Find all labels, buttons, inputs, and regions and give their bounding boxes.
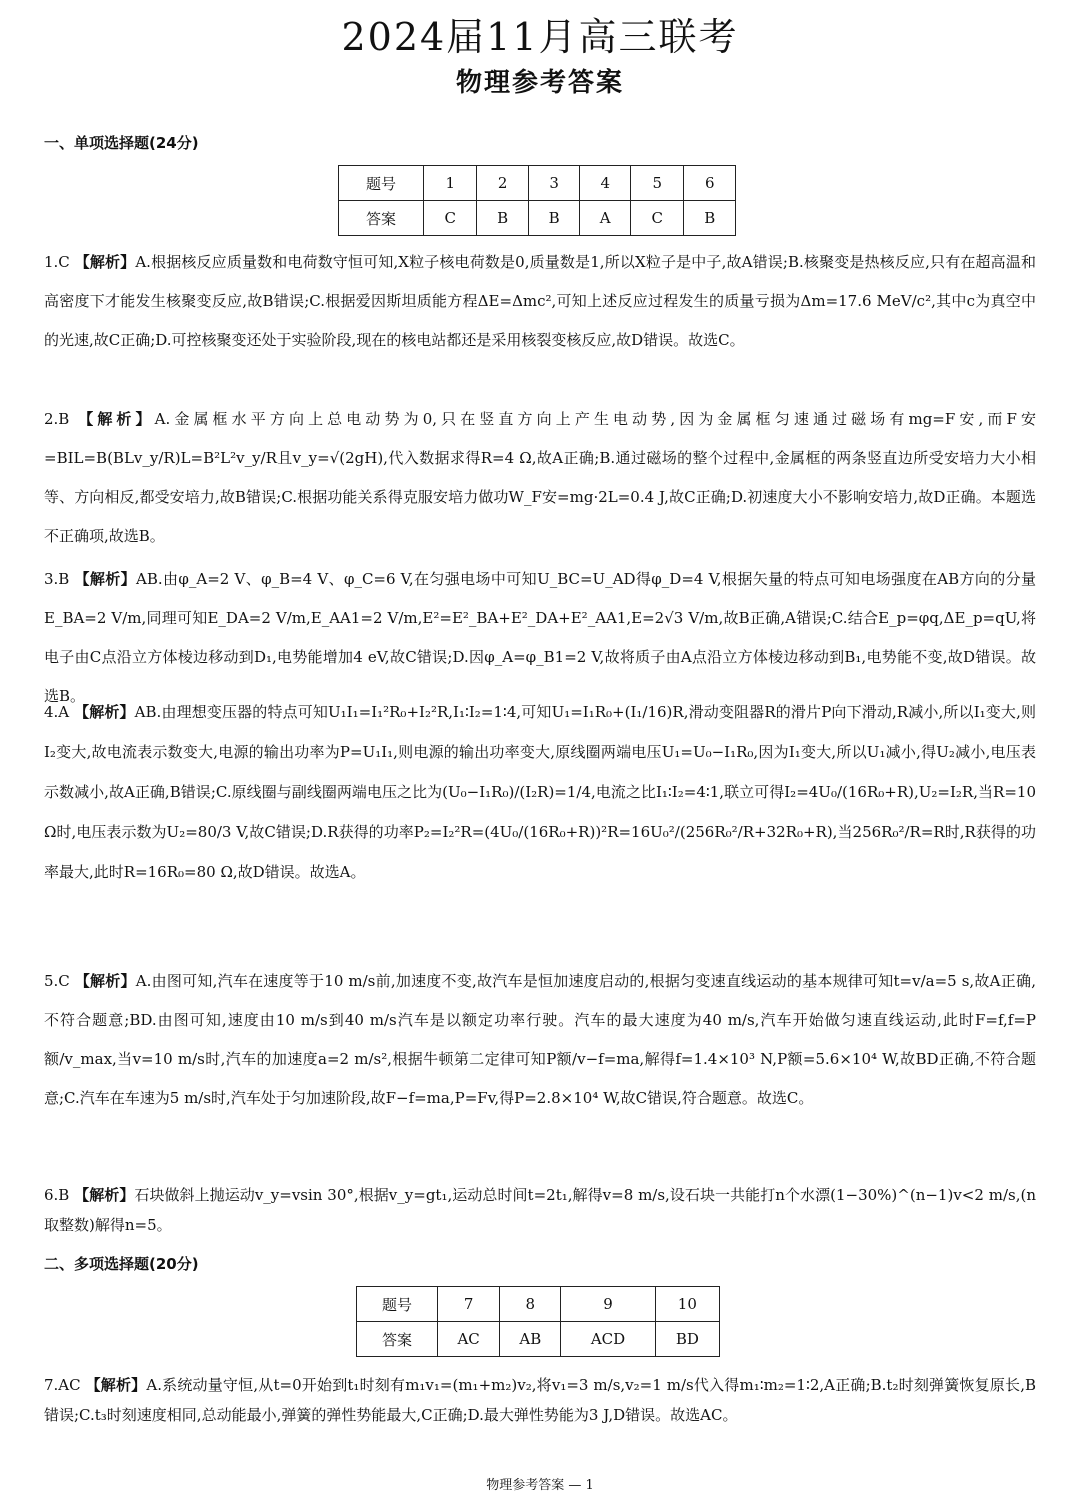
page-footer: 物理参考答案 — 1 [486,1478,594,1493]
answer-cell: BD [655,1322,719,1357]
solution-head: 2.B [44,410,70,428]
solution-text: A.根据核反应质量数和电荷数守恒可知,X粒子核电荷数是0,质量数是1,所以X粒子是中子,故A错误;B.核聚变是热核反应,只有在超高温和高密度下才能发生核聚变反应,故B错误;C.根据爱因斯坦质能方程ΔE=Δmc²,可知上述反应过程发生的质量亏损为Δm=17.6 MeV/c²,其中c为真空中的光速,故C正确;D.可控核聚变还处于实验阶段,现在的核电站都还是采用核裂变核反应,故D错误。故选C。 [44,253,1036,349]
analysis-tag: 【解析】 [74,570,137,588]
answer-cell: AB [500,1322,561,1357]
table-row-label: 答案 [357,1322,438,1357]
solution-head: 6.B [44,1186,70,1204]
analysis-tag: 【解析】 [74,972,136,990]
analysis-tag: 【解析】 [74,703,135,721]
section-heading-single-choice: 一、单项选择题(24分) [44,134,199,152]
question-number-cell: 9 [561,1287,655,1322]
page-title: 2024届11月高三联考 [341,15,739,59]
table-row-answers [357,1322,720,1357]
answer-cell: C [631,201,684,236]
solution-item-5 [44,962,1036,1118]
solution-item-2 [44,400,1036,556]
question-number-cell: 1 [424,166,477,201]
table-row-answers [339,201,736,236]
question-number-cell: 8 [500,1287,561,1322]
page-subtitle: 物理参考答案 [455,68,624,98]
question-number-cell: 5 [631,166,684,201]
section-heading-multiple-choice: 二、多项选择题(20分) [44,1255,199,1273]
solution-item-6 [44,1180,1036,1240]
solution-text: 石块做斜上抛运动v_y=vsin 30°,根据v_y=gt₁,运动总时间t=2t₁,解得v=8 m/s,设石块一共能打n个水漂(1−30%)^(n−1)v<2 m/s,(n取整数)解得n=5。 [44,1186,1036,1234]
analysis-tag: 【解析】 [78,410,155,428]
solution-text: AB.由理想变压器的特点可知U₁I₁=I₁²R₀+I₂²R,I₁∶I₂=1∶4,可知U₁=I₁R₀+(I₁/16)R,滑动变阻器R的滑片P向下滑动,R减小,所以I₁变大,则I₂变大,故电流表示数变大,电源的输出功率为P=U₁I₁,则电源的输出功率变大,原线圈两端电压U₁=U₀−I₁R₀,因为I₁变大,所以U₁减小,得U₂减小,电压表示数减小,故A正确,B错误;C.原线圈与副线圈两端电压之比为(U₀−I₁R₀)/(I₂R)=1/4,电流之比I₁∶I₂=4∶1,联立可得I₂=4U₀/(16R₀+R),U₂=I₂R,当R=10 Ω时,电压表示数为U₂=80/3 V,故C错误;D.R获得的功率P₂=I₂²R=(4U₀/(16R₀+R))²R=16U₀²/(256R₀²/R+32R₀+R),当256R₀²/R=R时,R获得的功率最大,此时R=16R₀=80 Ω,故D错误。故选A。 [44,703,1036,881]
solution-head: 1.C [44,253,70,271]
answer-cell: B [684,201,736,236]
solution-item-4 [44,692,1036,892]
question-number-cell: 2 [477,166,528,201]
table-row-label: 答案 [339,201,424,236]
solution-text: A.系统动量守恒,从t=0开始到t₁时刻有m₁v₁=(m₁+m₂)v₂,将v₁=3 m/s,v₂=1 m/s代入得m₁∶m₂=1∶2,A正确;B.t₂时刻弹簧恢复原长,B错误;C.t₃时刻速度相同,总动能最小,弹簧的弹性势能最大,C正确;D.最大弹性势能为3 J,D错误。故选AC。 [44,1376,1036,1424]
table-row-label: 题号 [357,1287,438,1322]
answer-table-multiple-choice [356,1286,720,1357]
table-row-label: 题号 [339,166,424,201]
question-number-cell: 10 [655,1287,719,1322]
answer-cell: C [424,201,477,236]
solution-head: 4.A [44,703,70,721]
analysis-tag: 【解析】 [74,1186,135,1204]
solution-item-7 [44,1370,1036,1430]
solution-text: AB.由φ_A=2 V、φ_B=4 V、φ_C=6 V,在匀强电场中可知U_BC=U_AD得φ_D=4 V,根据矢量的特点可知电场强度在AB方向的分量E_BA=2 V/m,同理可知E_DA=2 V/m,E_AA1=2 V/m,E²=E²_BA+E²_DA+E²_AA1,E=2√3 V/m,故B正确,A错误;C.结合E_p=φq,ΔE_p=qU,将电子由C点沿立方体棱边移动到D₁,电势能增加4 eV,故C错误;D.因φ_A=φ_B1=2 V,故将质子由A点沿立方体棱边移动到B₁,电势能不变,故D错误。故选B。 [44,570,1036,705]
answer-cell: B [477,201,528,236]
solution-head: 3.B [44,570,70,588]
question-number-cell: 7 [438,1287,500,1322]
solution-head: 5.C [44,972,70,990]
answer-cell: B [528,201,579,236]
answer-cell: A [580,201,631,236]
answer-cell: ACD [561,1322,655,1357]
answer-table-single-choice [338,165,736,236]
analysis-tag: 【解析】 [74,253,136,271]
table-row-numbers [357,1287,720,1322]
solution-text: A.由图可知,汽车在速度等于10 m/s前,加速度不变,故汽车是恒加速度启动的,根据匀变速直线运动的基本规律可知t=v/a=5 s,故A正确,不符合题意;BD.由图可知,速度由10 m/s到40 m/s汽车是以额定功率行驶。汽车的最大速度为40 m/s,汽车开始做匀速直线运动,此时F=f,f=P额/v_max,当v=10 m/s时,汽车的加速度a=2 m/s²,根据牛顿第二定律可知P额/v−f=ma,解得f=1.4×10³ N,P额=5.6×10⁴ W,故BD正确,不符合题意;C.汽车在车速为5 m/s时,汽车处于匀加速阶段,故F−f=ma,P=Fv,得P=2.8×10⁴ W,故C错误,符合题意。故选C。 [44,972,1036,1107]
answer-cell: AC [438,1322,500,1357]
solution-text: A.金属框水平方向上总电动势为0,只在竖直方向上产生电动势,因为金属框匀速通过磁场有mg=F安,而F安=BIL=B(BLv_y/R)L=B²L²v_y/R且v_y=√(2gH),代入数据求得R=4 Ω,故A正确;B.通过磁场的整个过程中,金属框的两条竖直边所受安培力大小相等、方向相反,都受安培力,故B错误;C.根据功能关系得克服安培力做功W_F安=mg·2L=0.4 J,故C正确;D.初速度大小不影响安培力,故D正确。本题选不正确项,故选B。 [44,410,1036,545]
question-number-cell: 3 [528,166,579,201]
question-number-cell: 6 [684,166,736,201]
table-row-numbers [339,166,736,201]
solution-head: 7.AC [44,1376,81,1394]
question-number-cell: 4 [580,166,631,201]
solution-item-1 [44,243,1036,360]
analysis-tag: 【解析】 [85,1376,147,1394]
